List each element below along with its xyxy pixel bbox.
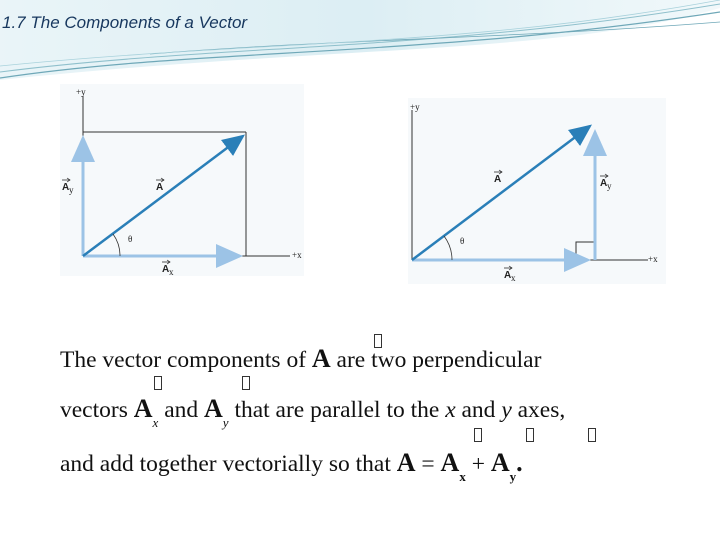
vector-ax-symbol: A xyxy=(440,448,460,477)
line1-rest: are two perpendicular xyxy=(336,347,542,373)
vector-a-label xyxy=(494,170,502,185)
missing-glyph-box xyxy=(242,376,250,390)
figure-background xyxy=(408,98,666,284)
vector-diagram-right xyxy=(408,98,670,288)
line1-text: The vector components of xyxy=(60,347,307,373)
plus-sign: + xyxy=(471,451,485,477)
svg-text:x: x xyxy=(169,267,174,277)
vector-a-symbol: A xyxy=(311,344,331,373)
angle-label: θ xyxy=(128,234,133,244)
svg-text:y: y xyxy=(607,181,612,191)
body-line-1 xyxy=(60,344,541,374)
svg-text:A: A xyxy=(600,178,608,189)
missing-glyph-box xyxy=(474,428,482,442)
y-axis-label: +y xyxy=(410,102,420,112)
body-line-2: vectors $A_x$ and $A_y$ that are parallel to the x and y axes, xyxy=(60,394,566,430)
missing-glyph-box xyxy=(154,376,162,390)
vector-ay-symbol: A xyxy=(490,448,510,477)
svg-text:x: x xyxy=(511,273,516,283)
svg-text:A: A xyxy=(162,264,170,275)
line2-vectors-word: vectors xyxy=(60,397,128,423)
missing-glyph-box xyxy=(588,428,596,442)
vector-a-label xyxy=(156,178,164,193)
x-axis-label: +x xyxy=(292,250,302,260)
slide-title: 1.7 The Components of a Vector xyxy=(2,13,248,32)
vector-ax-symbol: A xyxy=(133,394,153,423)
angle-label: θ xyxy=(460,236,465,246)
x-axis-label: +x xyxy=(648,254,658,264)
svg-text:A: A xyxy=(494,174,502,185)
missing-glyph-box xyxy=(526,428,534,442)
body-line-3: and add together vectorially so that $A = A_x + A_y$. xyxy=(60,448,523,484)
equals-sign: = xyxy=(421,451,435,477)
svg-text:A: A xyxy=(504,270,512,281)
svg-text:A: A xyxy=(62,182,70,193)
svg-text:A: A xyxy=(156,182,164,193)
vector-diagram-left xyxy=(60,84,310,284)
vector-ay-symbol: A xyxy=(204,394,223,423)
y-axis-label: +y xyxy=(76,87,86,97)
svg-text:y: y xyxy=(69,185,74,195)
vector-a-symbol: A xyxy=(396,448,416,477)
